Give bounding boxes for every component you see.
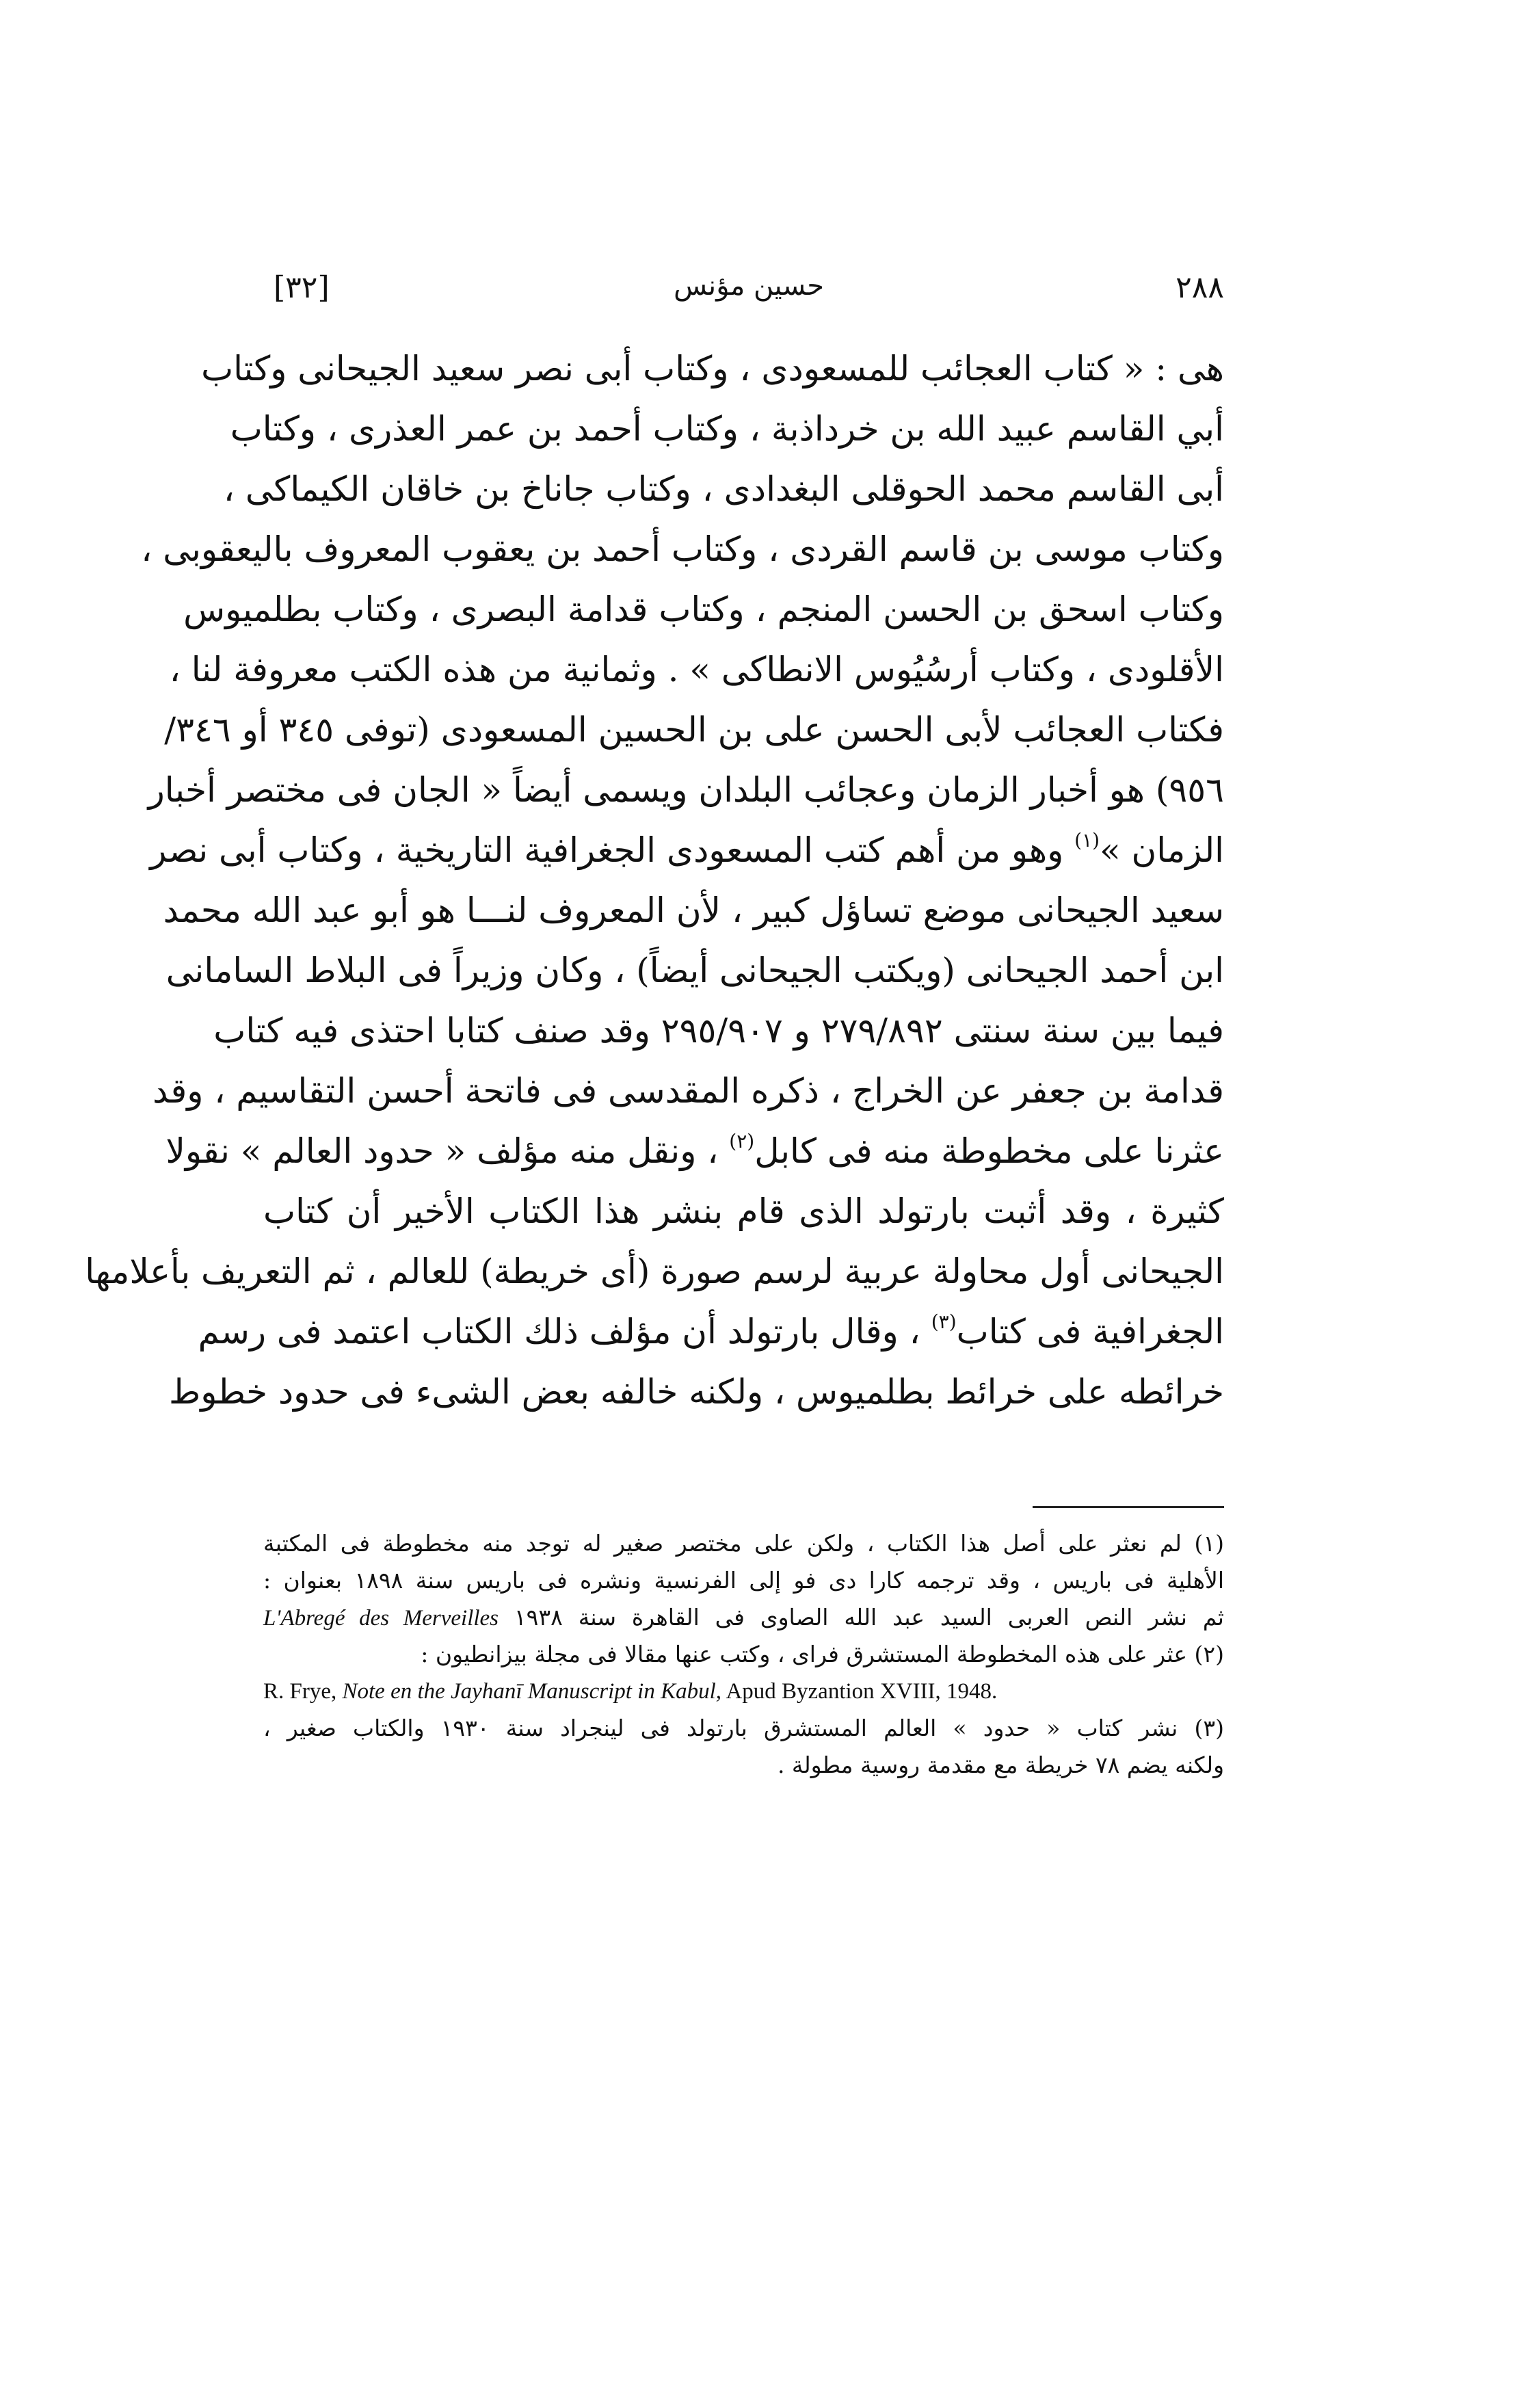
text-line: الأقلودى ، وكتاب أرسُيُوس الانطاكى » . وثمانية من هذه الكتب معروفة لنا ، (169, 650, 1224, 689)
book-title-latin: L'Abregé des Merveilles (263, 1606, 499, 1631)
main-text (85, 339, 1224, 1422)
text-line: وكتاب اسحق بن الحسن المنجم ، وكتاب قدامة البصرى ، وكتاب بطلميوس (183, 590, 1224, 629)
footnotes (263, 1525, 1224, 1784)
text-line: هى : « كتاب العجائب للمسعودى ، وكتاب أبى نصر سعيد الجيحانى وكتاب (201, 349, 1224, 388)
text-line (198, 1302, 1224, 1362)
citation-author: R. Frye, (263, 1679, 343, 1704)
footnote-1-line: الأهلية فى باريس ، وقد ترجمه كارا دى فو إلى الفرنسية ونشره فى باريس سنة ١٨٩٨ بعنوان : (263, 1567, 1224, 1594)
text-line: سعيد الجيحانى موضع تساؤل كبير ، لأن المعروف لنـــا هو أبو عبد الله محمد (163, 891, 1224, 930)
text-segment: الزمان » (1100, 830, 1224, 870)
footnote-3-line: ولكنه يضم ٧٨ خريطة مع مقدمة روسية مطولة . (777, 1752, 1224, 1778)
text-line: ٩٥٦) هو أخبار الزمان وعجائب البلدان ويسمى أيضاً « الجان فى مختصر أخبار (148, 770, 1224, 810)
text-line: قدامة بن جعفر عن الخراج ، ذكره المقدسى فى فاتحة أحسن التقاسيم ، وقد (152, 1071, 1224, 1111)
footnote-ref-2[interactable]: (٢) (729, 1130, 755, 1152)
text-segment: وهو من أهم كتب المسعودى الجغرافية التاريخية ، وكتاب أبى نصر (150, 830, 1075, 870)
section-number: [٣٢] (274, 270, 330, 305)
footnote-separator (1033, 1506, 1224, 1508)
text-line (165, 1121, 1224, 1181)
text-line: كثيرة ، وقد أثبت بارتولد الذى قام بنشر هذا الكتاب الأخير أن كتاب (263, 1191, 1224, 1231)
text-segment: عثرنا على مخطوطة منه فى كابل (754, 1131, 1224, 1171)
footnote-text: ثم نشر النص العربى السيد عبد الله الصاوى فى القاهرة سنة ١٩٣٨ (514, 1604, 1224, 1631)
footnote-3-line: (٣) نشر كتاب « حدود » العالم المستشرق بارتولد فى لينجراد سنة ١٩٣٠ والكتاب صغير ، (263, 1715, 1224, 1741)
page-header (274, 263, 1224, 318)
footnote-ref-1[interactable]: (١) (1074, 829, 1100, 852)
text-segment: ، ونقل منه مؤلف « حدود العالم » نقولا (165, 1131, 730, 1171)
text-segment: الجغرافية فى كتاب (956, 1312, 1224, 1351)
footnote-2-line: (٢) عثر على هذه المخطوطة المستشرق فراى ، وكتب عنها مقالا فى مجلة بيزانطيون : (421, 1641, 1224, 1667)
text-line: أبى القاسم محمد الحوقلى البغدادى ، وكتاب جاناخ بن خاقان الكيماكى ، (223, 469, 1224, 509)
footnote-1-line (263, 1599, 1224, 1636)
text-line (150, 820, 1224, 880)
text-line: وكتاب موسى بن قاسم القردى ، وكتاب أحمد بن يعقوب المعروف باليعقوبى ، (141, 529, 1224, 569)
text-line: الجيحانى أول محاولة عربية لرسم صورة (أى خريطة) للعالم ، ثم التعريف بأعلامها (85, 1252, 1224, 1291)
text-segment: ، وقال بارتولد أن مؤلف ذلك الكتاب اعتمد فى رسم (198, 1312, 931, 1351)
text-line: فيما بين سنة سنتى ٢٧٩/٨٩٢ و ٢٩٥/٩٠٧ وقد صنف كتابا احتذى فيه كتاب (213, 1011, 1224, 1051)
footnote-ref-3[interactable]: (٣) (931, 1310, 957, 1333)
text-line: ابن أحمد الجيحانى (ويكتب الجيحانى أيضاً) ، وكان وزيراً فى البلاط السامانى (165, 951, 1224, 990)
citation-source: Apud Byzantion XVIII, 1948. (721, 1679, 998, 1704)
text-line: أبي القاسم عبيد الله بن خرداذبة ، وكتاب أحمد بن عمر العذرى ، وكتاب (230, 409, 1224, 449)
text-line: خرائطه على خرائط بطلميوس ، ولكنه خالفه بعض الشىء فى حدود خطوط (169, 1372, 1224, 1412)
page-number: ٢٨٨ (1176, 270, 1224, 305)
text-line: فكتاب العجائب لأبى الحسن على بن الحسين المسعودى (توفى ٣٤٥ أو ٣٤٦/ (164, 710, 1224, 750)
footnote-1-line: (١) لم نعثر على أصل هذا الكتاب ، ولكن على مختصر صغير له توجد منه مخطوطة فى المكتبة (263, 1530, 1224, 1557)
citation-title: Note en the Jayhanī Manuscript in Kabul, (342, 1679, 722, 1704)
footnote-2-citation (263, 1673, 1224, 1710)
running-title: حسين مؤنس (674, 270, 824, 302)
